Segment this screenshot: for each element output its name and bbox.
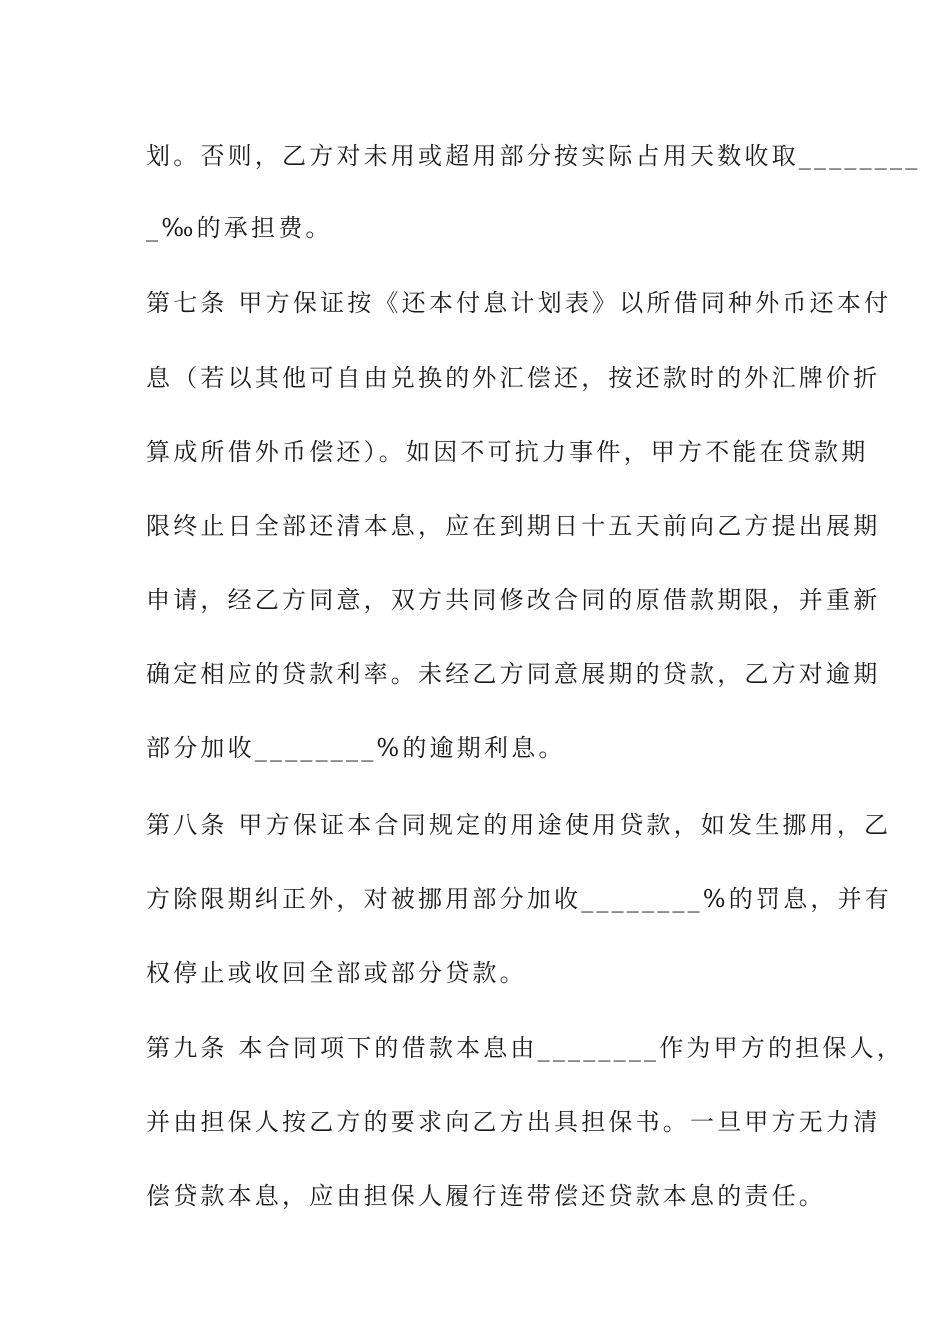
text-line: 划。否则，乙方对未用或超用部分按实际占用天数收取________: [146, 142, 921, 170]
article-9-heading-line: 第九条 本合同项下的借款本息由________作为甲方的担保人，: [146, 1034, 905, 1062]
text-line: 申请，经乙方同意，双方共同修改合同的原借款期限，并重新: [146, 586, 881, 614]
text-line: 偿贷款本息，应由担保人履行连带偿还贷款本息的责任。: [146, 1182, 826, 1210]
text-line: 息（若以其他可自由兑换的外汇偿还，按还款时的外汇牌价折: [146, 364, 881, 392]
article-7-heading-line: 第七条 甲方保证按《还本付息计划表》以所借同种外币还本付: [146, 289, 892, 317]
text-line: 权停止或收回全部或部分贷款。: [146, 959, 527, 987]
text-line: 部分加收________%的逾期利息。: [146, 734, 566, 762]
text-line: 算成所借外币偿还）。如因不可抗力事件，甲方不能在贷款期: [146, 438, 869, 466]
text-line: 并由担保人按乙方的要求向乙方出具担保书。一旦甲方无力清: [146, 1108, 881, 1136]
text-line: _‰的承担费。: [146, 214, 333, 242]
text-line: 确定相应的贷款利率。未经乙方同意展期的贷款，乙方对逾期: [146, 660, 881, 688]
article-8-heading-line: 第八条 甲方保证本合同规定的用途使用贷款，如发生挪用，乙: [146, 811, 892, 839]
text-line: 限终止日全部还清本息，应在到期日十五天前向乙方提出展期: [146, 512, 881, 540]
text-line: 方除限期纠正外，对被挪用部分加收________%的罚息，并有: [146, 885, 893, 913]
